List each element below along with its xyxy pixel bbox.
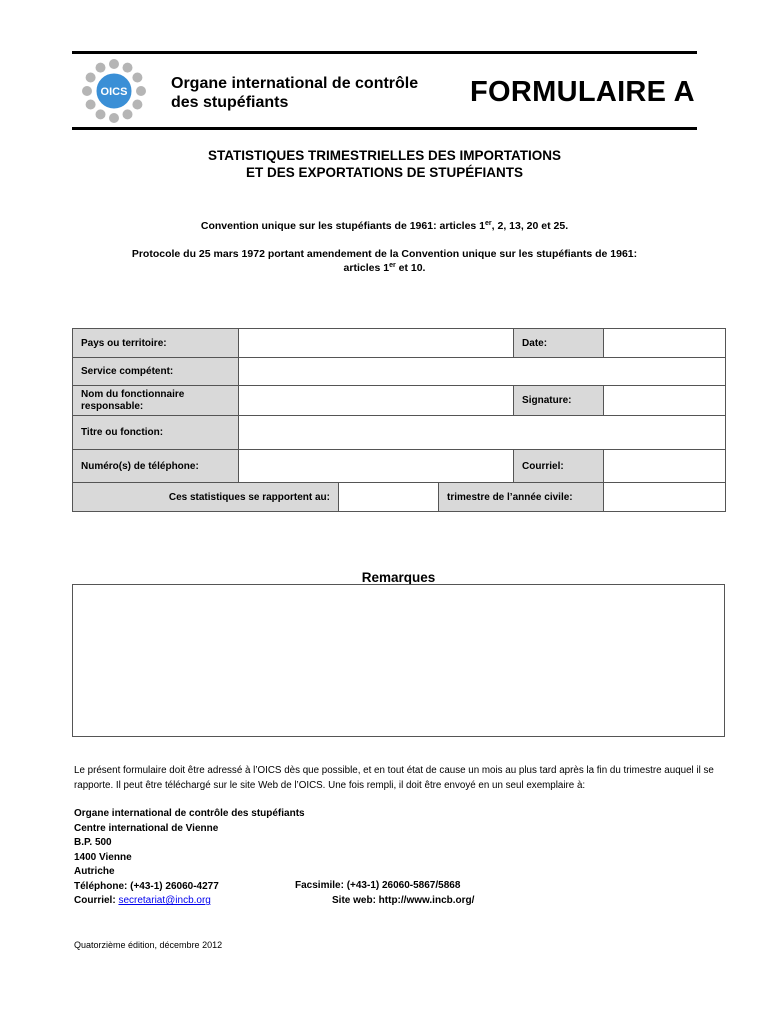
address-line5: Autriche bbox=[74, 866, 115, 877]
signature-label: Signature: bbox=[514, 386, 604, 416]
organization-name bbox=[171, 74, 418, 112]
quarter-label: trimestre de l’année civile: bbox=[439, 483, 604, 512]
header-bottom-rule bbox=[72, 127, 697, 130]
address-line1: Organe international de contrôle des stupéfiants bbox=[74, 808, 305, 819]
document-title-line2: ET DES EXPORTATIONS DE STUPÉFIANTS bbox=[245, 165, 524, 180]
service-label: Service compétent: bbox=[73, 358, 239, 386]
org-name-line1: Organe international de contrôle bbox=[171, 75, 419, 92]
convention-reference bbox=[72, 219, 697, 233]
email-link[interactable]: secretariat@incb.org bbox=[118, 895, 211, 906]
table-row bbox=[73, 416, 726, 450]
email-label: Courriel: bbox=[514, 450, 604, 483]
country-label: Pays ou territoire: bbox=[73, 329, 239, 358]
email-field[interactable] bbox=[604, 450, 726, 483]
table-row bbox=[73, 329, 726, 358]
period-field[interactable] bbox=[339, 483, 439, 512]
date-label: Date: bbox=[514, 329, 604, 358]
protocol-reference bbox=[72, 247, 697, 275]
protocol-text-end: et 10. bbox=[395, 262, 426, 274]
phone-field[interactable] bbox=[239, 450, 514, 483]
official-label: Nom du fonctionnaire responsable: bbox=[73, 386, 239, 416]
table-row bbox=[73, 358, 726, 386]
convention-text-end: , 2, 13, 20 et 25. bbox=[491, 220, 569, 232]
period-label: Ces statistiques se rapportent au: bbox=[73, 483, 339, 512]
country-field[interactable] bbox=[239, 329, 514, 358]
remarks-field[interactable] bbox=[72, 584, 725, 737]
oics-logo bbox=[80, 57, 148, 125]
official-field[interactable] bbox=[239, 386, 514, 416]
address-line4: 1400 Vienne bbox=[74, 851, 132, 863]
table-row bbox=[73, 450, 726, 483]
header-top-rule bbox=[72, 51, 697, 54]
address-website: Site web: http://www.incb.org/ bbox=[332, 895, 475, 906]
protocol-text: articles 1 bbox=[343, 262, 390, 274]
convention-text: Convention unique sur les stupéfiants de 1961: articles 1 bbox=[200, 220, 486, 232]
address-email-line bbox=[74, 894, 305, 909]
protocol-sup: er bbox=[389, 262, 396, 269]
info-form-table bbox=[72, 328, 726, 512]
signature-field[interactable] bbox=[604, 386, 726, 416]
document-title-line1: STATISTIQUES TRIMESTRIELLES DES IMPORTATIONS bbox=[207, 148, 561, 163]
logo-text: OICS bbox=[100, 86, 128, 98]
title-function-field[interactable] bbox=[239, 416, 726, 450]
table-row bbox=[73, 483, 726, 512]
date-field[interactable] bbox=[604, 329, 726, 358]
table-row bbox=[73, 386, 726, 416]
address-line3: B.P. 500 bbox=[74, 837, 112, 848]
quarter-field[interactable] bbox=[604, 483, 726, 512]
title-function-label: Titre ou fonction: bbox=[73, 416, 239, 450]
remarks-title: Remarques bbox=[361, 570, 436, 585]
address-phone: Téléphone: (+43-1) 26060-4277 bbox=[74, 880, 219, 892]
notice-text: Le présent formulaire doit être adressé à l’OICS dès que possible, et en tout état de cause un mois au plus tard après la fin du trimestre auquel il se rapporte. Il peut être téléchargé sur le site Web de l’OICS. Une fois rempli, il doit être envoyé en un seul exemplaire à: bbox=[74, 765, 714, 791]
address-fax: Facsimile: (+43-1) 26060-5867/5868 bbox=[295, 880, 461, 891]
address-line2: Centre international de Vienne bbox=[74, 822, 219, 834]
form-title: FORMULAIRE A bbox=[470, 76, 695, 108]
convention-sup: er bbox=[485, 220, 492, 227]
service-field[interactable] bbox=[239, 358, 726, 386]
protocol-line2 bbox=[72, 261, 697, 275]
document-title bbox=[72, 147, 697, 181]
address-email-label: Courriel: bbox=[74, 895, 119, 906]
phone-label: Numéro(s) de téléphone: bbox=[73, 450, 239, 483]
mailing-address bbox=[74, 807, 305, 909]
protocol-line1: Protocole du 25 mars 1972 portant amendement de la Convention unique sur les stupéfiants de 1961: bbox=[131, 248, 638, 260]
org-name-line2: des stupéfiants bbox=[171, 94, 289, 111]
edition-note: Quatorzième édition, décembre 2012 bbox=[74, 940, 223, 950]
